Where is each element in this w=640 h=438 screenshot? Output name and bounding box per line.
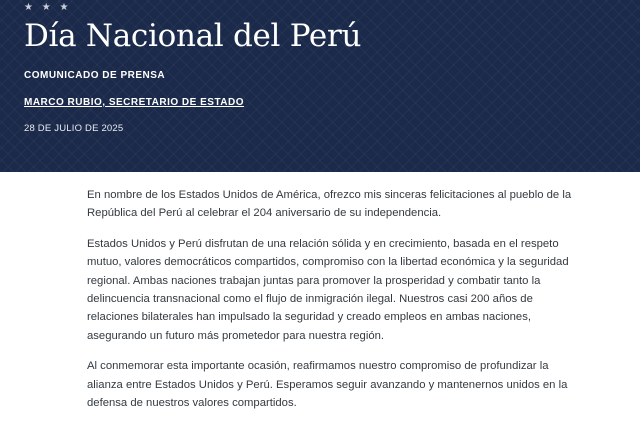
article-paragraph: Estados Unidos y Perú disfrutan de una relación sólida y en crecimiento, basada en el respeto mutuo, valores democráticos compartidos, compromiso con la libertad económica y la seguridad regional. Ambas naciones trabajan juntas para promover la prosperidad y combatir tanto la delincuencia transnacional como el flujo de inmigración ilegal. Nuestros casi 200 años de relaciones bilaterales han impulsado la seguridad y creado empleos en ambas naciones, asegurando un futuro más prometedor para nuestra región. [87, 237, 569, 342]
stars-ornament: ★ ★ ★ [24, 2, 72, 13]
article-body [87, 186, 587, 424]
publish-date: 28 DE JULIO DE 2025 [24, 123, 124, 134]
article-paragraph: Al conmemorar esta importante ocasión, reafirmamos nuestro compromiso de profundizar la alianza entre Estados Unidos y Perú. Esperamos seguir avanzando y mantenernos unidos en la defensa de nuestros valores compartidos. [87, 360, 568, 410]
article-paragraph: En nombre de los Estados Unidos de América, ofrezco mis sinceras felicitaciones al pueblo de la República del Perú al celebrar el 204 aniversario de su independencia. [87, 189, 572, 220]
page-hero [0, 0, 640, 172]
author-link[interactable]: MARCO RUBIO, SECRETARIO DE ESTADO [24, 97, 245, 108]
page-title: Día Nacional del Perú [24, 18, 362, 54]
press-release-label: COMUNICADO DE PRENSA [24, 70, 166, 81]
